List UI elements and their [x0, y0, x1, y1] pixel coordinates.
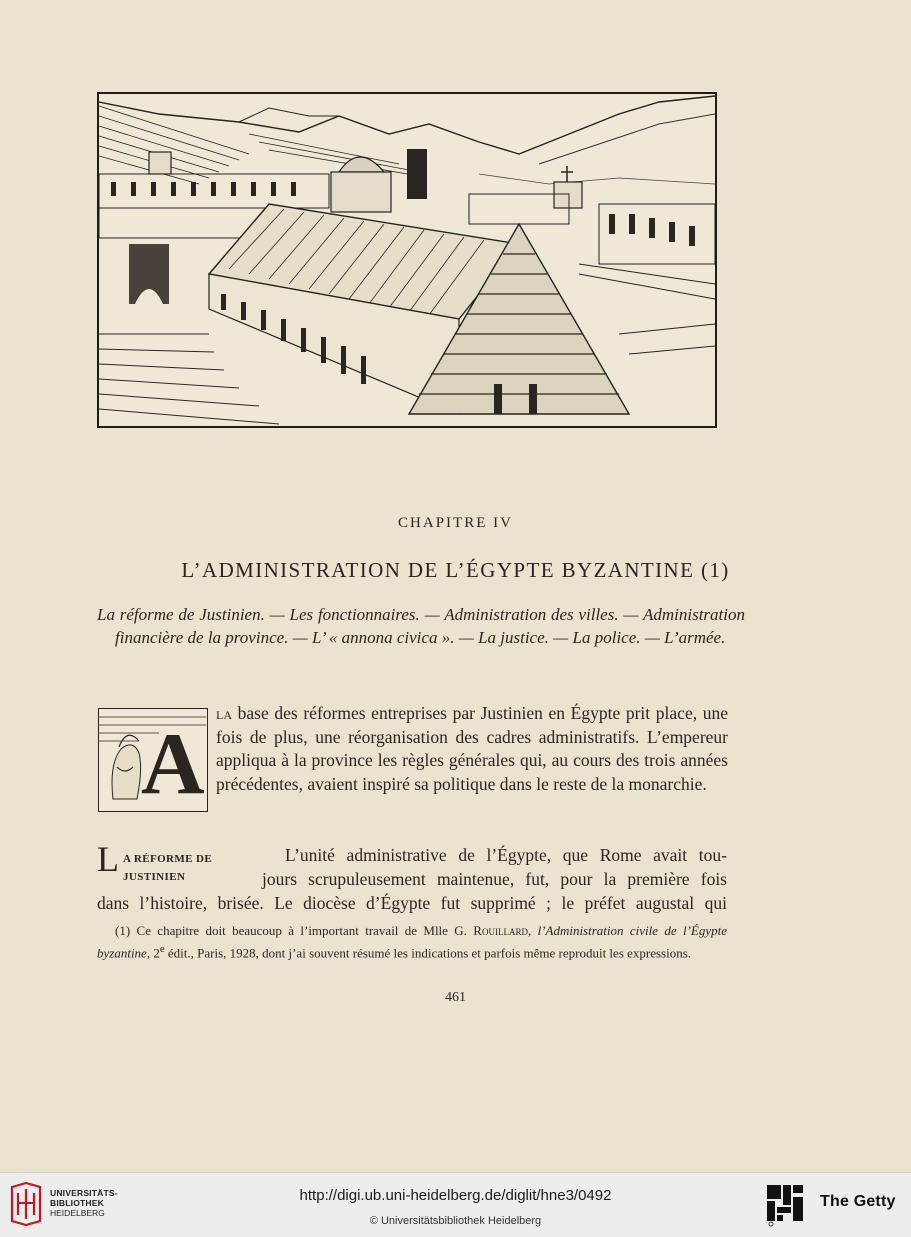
monastery-engraving [97, 92, 717, 428]
footnote-marker: (1) [115, 923, 131, 938]
footnote-edition-sup: e [159, 943, 165, 955]
footnote-text: Ce chapitre doit beaucoup à l’important travail de Mlle G. [130, 923, 474, 938]
section-heading [97, 839, 262, 893]
ornamental-initial-icon [99, 709, 206, 810]
monastery-engraving-icon [99, 94, 715, 426]
section-line-1: L’unité administrative de l’Égypte, que Rome avait tou- [285, 845, 727, 865]
section-line-3: dans l’histoire, brisée. Le diocèse d’Égypte fut supprimé ; le préfet augustal qui [97, 893, 727, 913]
page-number: 461 [445, 990, 466, 1005]
copyright-notice: © Universitätsbibliothek Heidelberg [369, 1215, 542, 1227]
dropcap-letter: A [141, 716, 205, 810]
intro-paragraph [216, 702, 728, 796]
footnote-text: , [527, 923, 538, 938]
chapter-title: L’ADMINISTRATION DE L’ÉGYPTE BYZANTINE (1) [181, 558, 730, 582]
getty-logo-icon[interactable] [765, 1183, 805, 1227]
chapter-label: CHAPITRE IV [398, 515, 513, 531]
footnote-text: , 2 [146, 945, 160, 961]
footnote-author: Rouillard [473, 923, 528, 938]
intro-lead: la [216, 703, 232, 723]
viewer-footer [0, 1172, 911, 1237]
ornamental-initial [98, 708, 208, 812]
page-url-link[interactable]: http://digi.ub.uni-heidelberg.de/diglit/hne3/0492 [299, 1187, 612, 1204]
section-heading-line2: JUSTINIEN [123, 871, 186, 883]
footnote-text: édit., Paris, 1928, dont j’ai souvent résumé les indications et parfois même reproduit les expressions. [164, 945, 692, 961]
library-name-line2: BIBLIOTHEK [50, 1198, 104, 1208]
getty-partner-name[interactable]: The Getty [820, 1193, 896, 1210]
library-name-line1: UNIVERSITÄTS- [50, 1188, 118, 1198]
intro-text: base des réformes entreprises par Justinien en Égypte prit place, une fois de plus, une réorganisation des cadres administratifs. L’empereur appliqua à la province les règles générales qui, au cours des trois années précédentes, avaient inspiré sa politique dans le reste de la monarchie. [216, 703, 728, 794]
footnote [97, 922, 727, 962]
library-name-line3: HEIDELBERG [50, 1208, 105, 1218]
section-heading-line1: A RÉFORME DE [123, 853, 213, 865]
footnote-work-title: l’Administration civile de l’Égypte byzantine [97, 923, 728, 961]
section-initial: L [97, 839, 119, 879]
section-line-2: jours scrupuleusement maintenue, fut, pour la première fois [262, 869, 727, 889]
chapter-summary: La réforme de Justinien. — Les fonctionnaires. — Administration des villes. — Administration financière de la province. — L’ « annona civica ». — La justice. — La police. — L’armée. [97, 605, 745, 647]
